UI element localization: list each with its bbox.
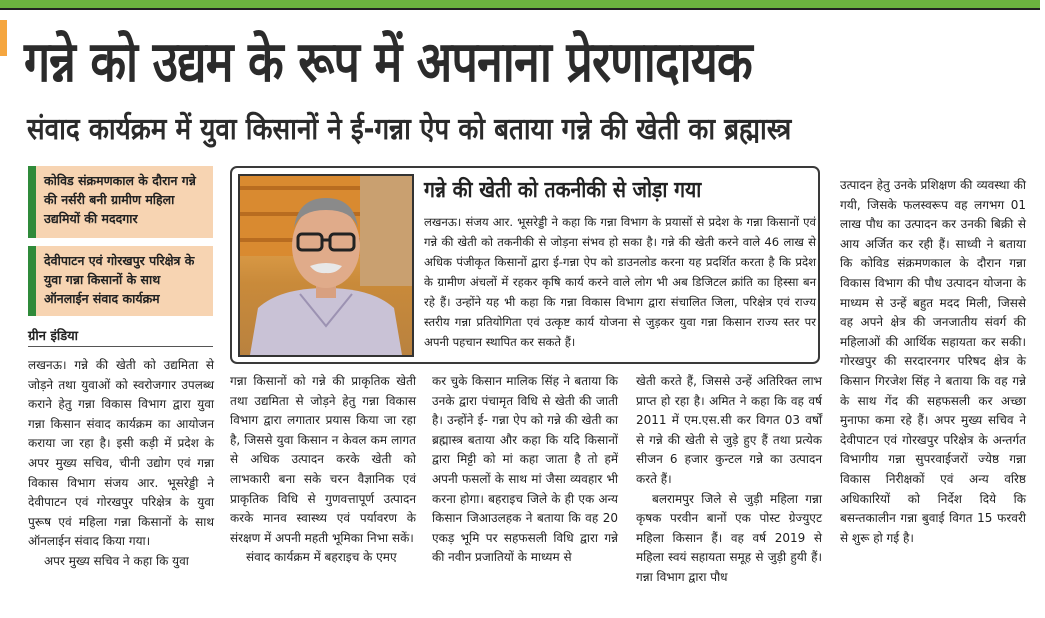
article-column-1 (28, 356, 214, 572)
headline: गन्ने को उद्यम के रूप में अपनाना प्रेरणादायक (24, 30, 752, 95)
portrait-illustration (240, 176, 412, 355)
official-photo (238, 174, 414, 357)
top-rule (0, 0, 1045, 12)
byline-divider (28, 346, 213, 347)
side-box-online-dialogue: देवीपाटन एवं गोरखपुर परिक्षेत्र के युवा गन्ना किसानों के साथ ऑनलाईन संवाद कार्यक्रम (28, 246, 213, 316)
column-1-paragraph-2 (28, 552, 214, 572)
byline: ग्रीन इंडिया (28, 329, 79, 344)
top-rule-green (0, 0, 1040, 8)
side-box-covid-nursery: कोविड संक्रमणकाल के दौरान गन्ने की नर्सरी बनी ग्रामीण महिला उद्यमियों की मददगार (28, 166, 213, 238)
column-1-paragraph-1: लखनऊ। गन्ने की खेती को उद्यमिता से जोड़ने तथा युवाओं को स्वरोजगार उपलब्ध कराने हेतु गन्ना विकास विभाग द्वारा युवा गन्ना किसान संवाद कार्यक्रम का आयोजन कराया जा रहा है। इसी कड़ी में प्रदेश के अपर मुख्य सचिव, चीनी उद्योग एवं गन्ना विकास विभाग संजय आर. भूसरेड्डी ने देवीपाटन एवं गोरखपुर परिक्षेत्र के युवा पुरूष एवं महिला गन्ना किसानों के साथ ऑनलाईन संवाद किया गया। (28, 358, 214, 549)
feature-title: गन्ने की खेती को तकनीकी से जोड़ा गया (424, 178, 702, 203)
column-4-paragraph-2 (636, 490, 822, 588)
column-4-paragraph-1: खेती करते हैं, जिससे उन्हें अतिरिक्त लाभ प्राप्त हो रहा है। अमित ने कहा कि वह वर्ष 2011 में एम.एस.सी कर विगत 03 वर्षों से गन्ने की खेती से जुड़े हुए हैं तथा प्रत्येक सीजन 6 हजार कुन्टल गन्ने का उत्पादन करते हैं। (636, 374, 822, 486)
column-3-paragraph-1: कर चुके किसान मालिक सिंह ने बताया कि उनके द्वारा पंचामृत विधि से खेती की जाती है। उन्होंने ई- गन्ना ऐप को गन्ने की खेती का ब्रह्मास्त्र बताया और कहा कि यदि किसानों द्वारा मिट्टी को मां कहा जाता है तो हमें अपनी फसलों के साथ मां जैसा व्यवहार भी करना होगा। बहराइच जिले के ही एक अन्य किसान जिआउलहक ने बताया कि वह 20 एकड़ भूमि पर सहफसली विधि द्वारा गन्ने की नवीन प्रजातियों के माध्यम से (432, 374, 618, 565)
top-rule-black (0, 8, 1040, 10)
feature-body: लखनऊ। संजय आर. भूसरेड्डी ने कहा कि गन्ना विभाग के प्रयासों से प्रदेश के गन्ना किसानों एवं गन्ने की खेती को तकनीकी से जोड़ना संभव हो सका है। गन्ने की खेती करने वाले 46 लाख से अधिक पंजीकृत किसानों द्वारा ई-गन्ना ऐप को डाउनलोड करना यह प्रदर्शित करता है कि प्रदेश के ग्रामीण अंचलों में रहकर कृषि कार्य करने वाले लोग भी अब डिजिटल क्रांति का हिस्सा बन रहे हैं। उन्होंने यह भी कहा कि गन्ना विकास विभाग द्वारा संचालित जिला, परिक्षेत्र एवं राज्य स्तरीय गन्ना प्रतियोगिता एवं उत्कृष्ट कार्य योजना से जुड़कर युवा गन्ना किसान राज्य स्तर पर अपनी पहचान स्थापित कर सकते हैं। (424, 215, 816, 349)
subheadline: संवाद कार्यक्रम में युवा किसानों ने ई-गन्ना ऐप को बताया गन्ने की खेती का ब्रह्मास्त्र (27, 112, 792, 147)
column-5-paragraph-1: उत्पादन हेतु उनके प्रशिक्षण की व्यवस्था की गयी, जिसके फलस्वरूप वह लगभग 01 लाख पौध का उत्पादन कर उनकी बिक्री से आय अर्जित कर रही हैं। साध्वी ने बताया कि कोविड संक्रमणकाल के दौरान गन्ना विकास विभाग की पौध उत्पादन योजना के माध्यम से उन्हें बहुत मदद मिली, जिससे वह अपने क्षेत्र की जनजातीय संवर्ग की महिलाओं की आर्थिक सहायता कर सकी। गोरखपुर की सरदारनगर परिषद क्षेत्र के किसान गिरजेश सिंह ने बताया कि वह गन्ने के साथ गेंद की सहफसली कर अच्छा मुनाफा कमा रहे हैं। अपर मुख्य सचिव ने देवीपाटन एवं गोरखपुर परिक्षेत्र के अन्तर्गत विभागीय गन्ना सुपरवाईजरों ज्येष्ठ गन्ना विकास निरीक्षकों एवं अन्य वरिष्ठ अधिकारियों को निर्देश दिये कि बसन्तकालीन गन्ना बुवाई विगत 15 फरवरी से शुरू हो गई है। (840, 178, 1026, 545)
column-4-paragraph-2-text: बलरामपुर जिले से जुड़ी महिला गन्ना कृषक परवीन बानों एक पोस्ट ग्रेज्युएट महिला किसान हैं। वह वर्ष 2019 से महिला स्वयं सहायता समूह से जुड़ी हुयी हैं। गन्ना विभाग द्वारा पौध (636, 491, 822, 584)
article-column-2 (230, 372, 416, 568)
column-2-paragraph-1: गन्ना किसानों को गन्ने की प्राकृतिक खेती तथा उद्यमिता से जोड़ने हेतु गन्ना विकास विभाग द्वारा लगातार प्रयास किया जा रहा है, जिससे युवा किसान न केवल कम लागत से अधिक उत्पादन करके खेती को लाभकारी बना सके चरन वैज्ञानिक एवं प्राकृतिक विधि से गुणवत्तापूर्ण उत्पादन करके मानव स्वास्थ्य एवं पर्यावरण के संरक्षण में अपनी महती भूमिका निभा सकें। (230, 374, 416, 545)
page-edge-tab (0, 20, 7, 56)
article-column-3 (432, 372, 618, 568)
column-1-paragraph-2-text: अपर मुख्य सचिव ने कहा कि युवा (44, 553, 189, 568)
article-column-5 (840, 176, 1026, 548)
article-column-4 (636, 372, 822, 588)
column-2-paragraph-2 (230, 548, 416, 568)
feature-box (230, 166, 820, 364)
column-2-paragraph-2-text: संवाद कार्यक्रम में बहराइच के एमए (246, 550, 397, 565)
